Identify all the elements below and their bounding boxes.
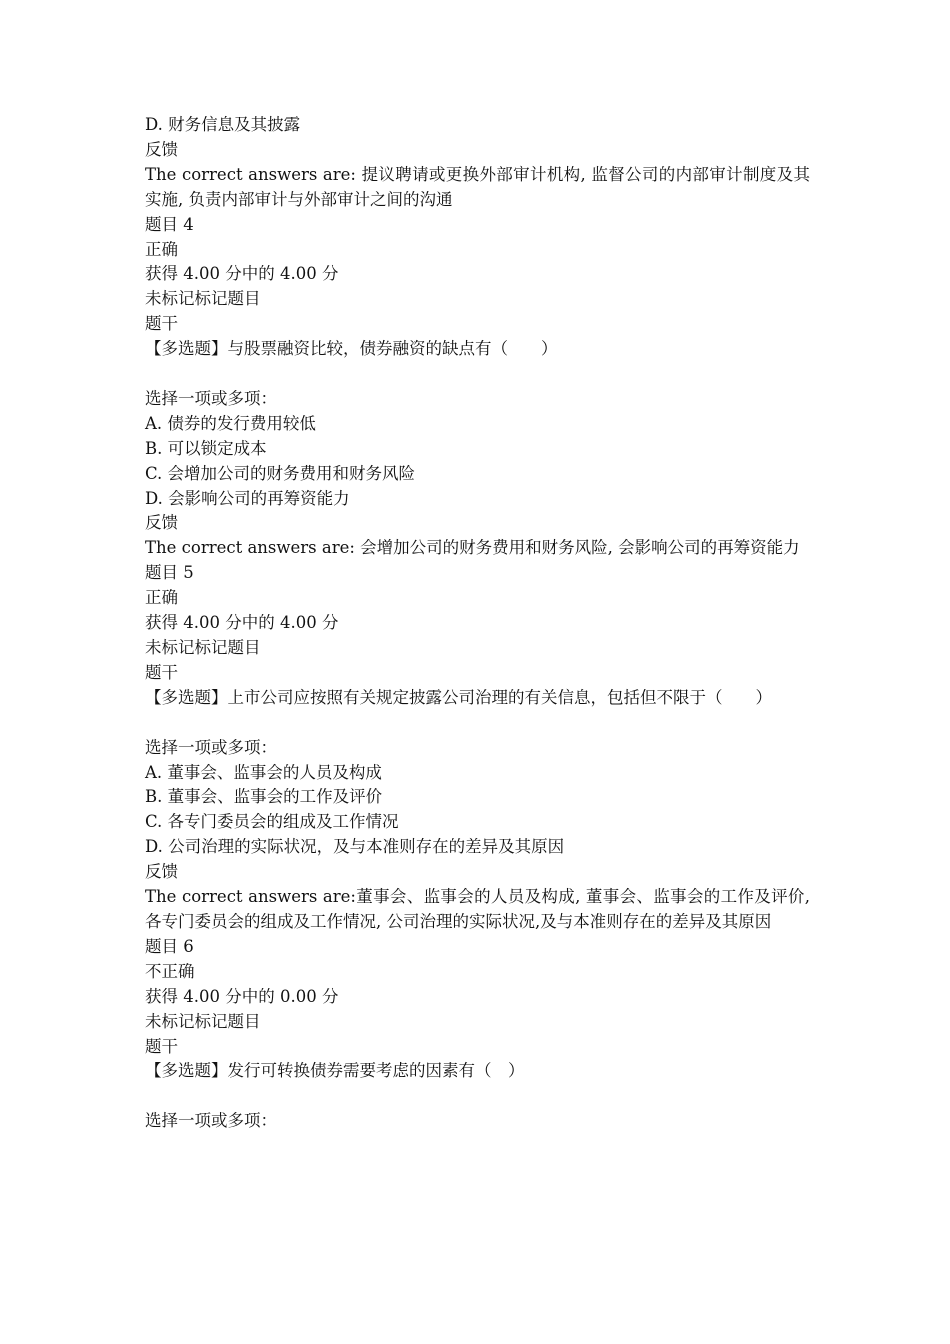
- spacer: [145, 711, 810, 736]
- q4-score: 获得 4.00 分中的 4.00 分: [145, 264, 339, 284]
- q5-prompt: 选择一项或多项：: [145, 737, 277, 757]
- q6-stem-label: 题干: [145, 1036, 178, 1056]
- q5-flag-question[interactable]: 未标记标记题目: [145, 638, 261, 658]
- q5-feedback-label: 反馈: [145, 862, 178, 882]
- q5-stem-label: 题干: [145, 662, 178, 682]
- q5-option-b[interactable]: B. 董事会、监事会的工作及评价: [145, 787, 383, 807]
- q4-flag-question[interactable]: 未标记标记题目: [145, 289, 261, 309]
- q6-score: 获得 4.00 分中的 0.00 分: [145, 986, 339, 1006]
- q6-flag-question[interactable]: 未标记标记题目: [145, 1011, 261, 1031]
- q5-stem: 【多选题】上市公司应按照有关规定披露公司治理的有关信息，包括但不限于（ ）: [145, 687, 772, 707]
- spacer: [145, 362, 810, 387]
- q4-stem: 【多选题】与股票融资比较，债券融资的缺点有（ ）: [145, 339, 558, 359]
- q4-status: 正确: [145, 239, 178, 259]
- q6-title: 题目 6: [145, 936, 194, 956]
- q5-option-c[interactable]: C. 各专门委员会的组成及工作情况: [145, 812, 399, 832]
- q4-stem-label: 题干: [145, 314, 178, 334]
- quiz-review-page: [145, 113, 810, 1134]
- q3-feedback-text: The correct answers are: 提议聘请或更换外部审计机构, 监督公司的内部审计制度及其实施, 负责内部审计与外部审计之间的沟通: [145, 164, 810, 209]
- q5-feedback-text: The correct answers are:董事会、监事会的人员及构成, 董事会、监事会的工作及评价, 各专门委员会的组成及工作情况, 公司治理的实际状况,及与本准则存在的差异及其原因: [145, 887, 810, 931]
- q5-score: 获得 4.00 分中的 4.00 分: [145, 613, 339, 633]
- q4-title: 题目 4: [145, 214, 194, 234]
- q5-title: 题目 5: [145, 563, 194, 583]
- q6-prompt: 选择一项或多项：: [145, 1111, 277, 1131]
- q5-option-a[interactable]: A. 董事会、监事会的人员及构成: [145, 762, 382, 782]
- q4-option-d[interactable]: D. 会影响公司的再筹资能力: [145, 488, 350, 508]
- q6-status: 不正确: [145, 961, 195, 981]
- q4-option-a[interactable]: A. 债券的发行费用较低: [145, 413, 316, 433]
- q4-feedback-label: 反馈: [145, 513, 178, 533]
- q4-option-c[interactable]: C. 会增加公司的财务费用和财务风险: [145, 463, 416, 483]
- q4-option-b[interactable]: B. 可以锁定成本: [145, 438, 267, 458]
- q4-prompt: 选择一项或多项：: [145, 388, 277, 408]
- q6-stem: 【多选题】发行可转换债券需要考虑的因素有（ ）: [145, 1061, 525, 1081]
- q3-feedback-label: 反馈: [145, 139, 178, 159]
- q5-status: 正确: [145, 588, 178, 608]
- q3-option-d: D. 财务信息及其披露: [145, 115, 301, 134]
- spacer: [145, 1084, 810, 1109]
- q5-option-d[interactable]: D. 公司治理的实际状况，及与本准则存在的差异及其原因: [145, 837, 565, 857]
- q4-feedback-text: The correct answers are: 会增加公司的财务费用和财务风险, 会影响公司的再筹资能力: [145, 538, 800, 558]
